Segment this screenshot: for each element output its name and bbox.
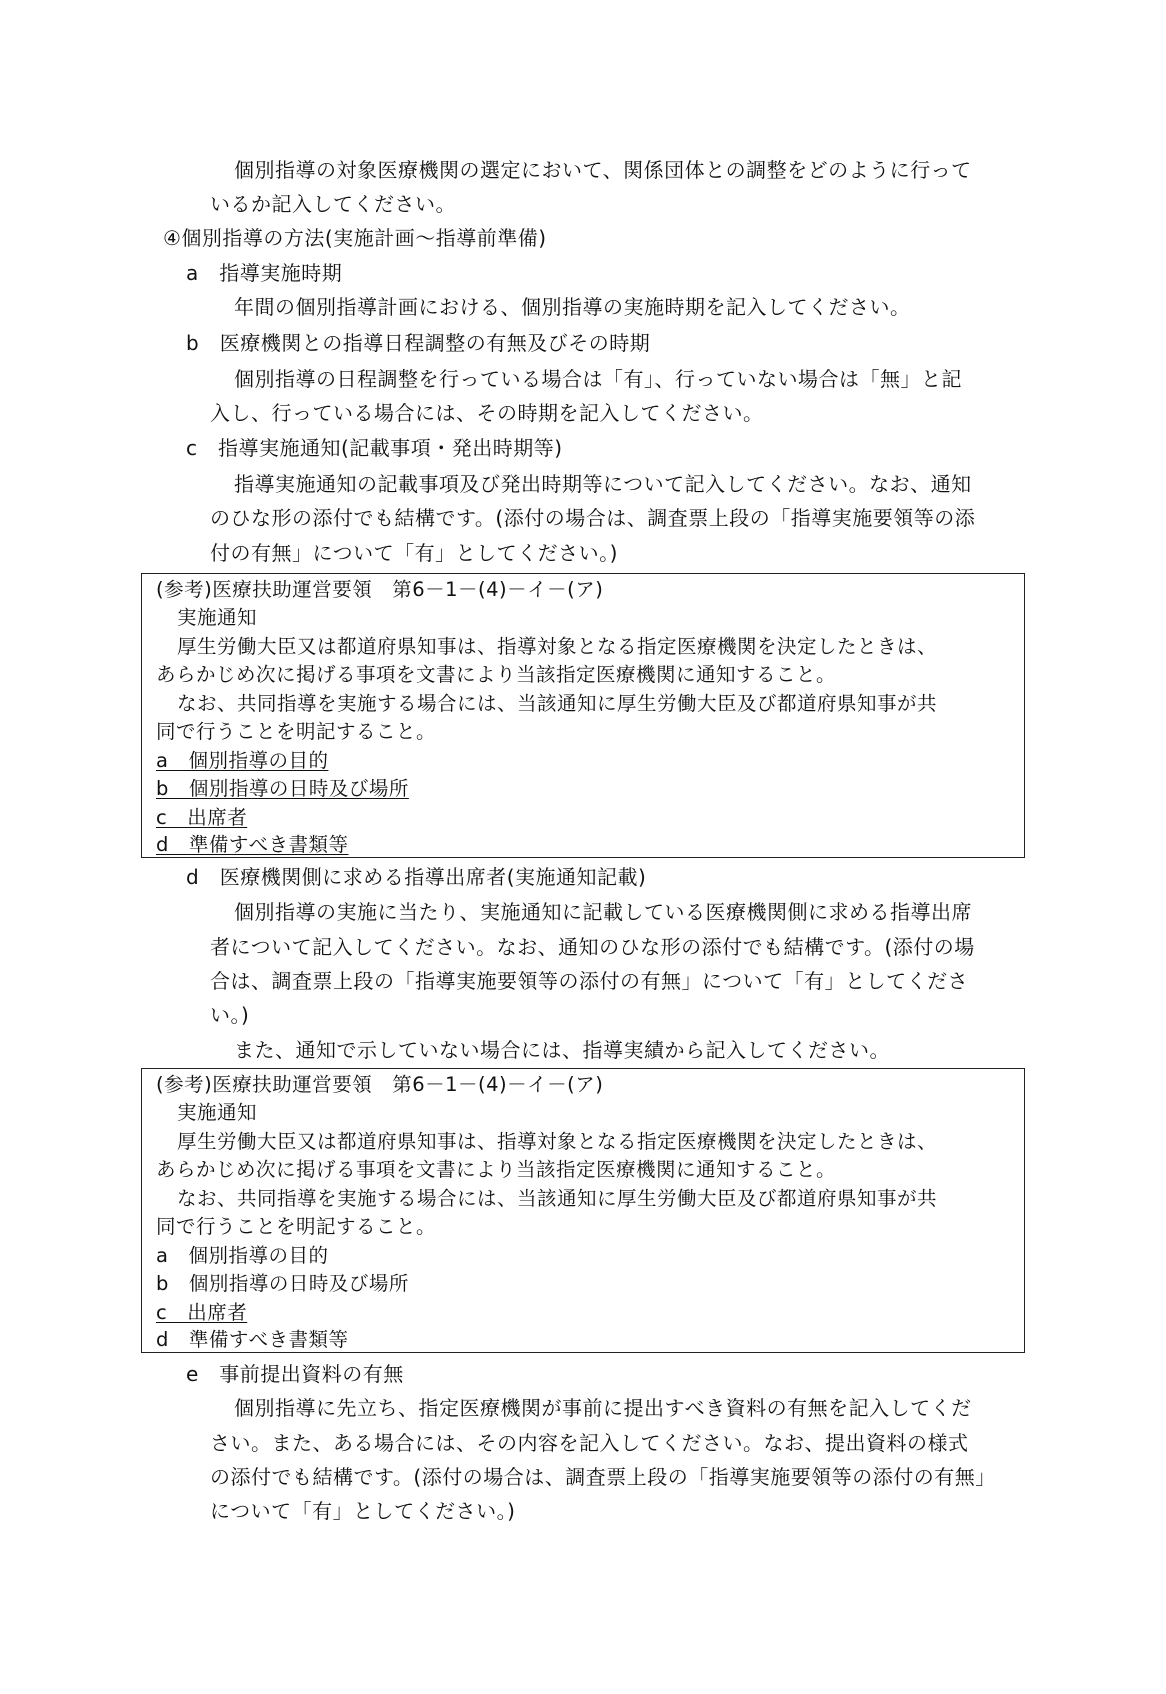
ref1-paragraph-4: 同で行うことを明記すること。 bbox=[156, 720, 437, 743]
item-a-text-1: 年間の個別指導計画における、個別指導の実施時期を記入してください。 bbox=[234, 295, 911, 319]
ref2-paragraph-3: なお、共同指導を実施する場合には、当該通知に厚生労働大臣及び都道府県知事が共 bbox=[177, 1187, 938, 1210]
intro-line-1: 個別指導の対象医療機関の選定において、関係団体との調整をどのように行って bbox=[234, 158, 972, 182]
ref1-list-item-c: c 出席者 bbox=[156, 806, 248, 829]
ref1-list-item-b: b 個別指導の日時及び場所 bbox=[156, 777, 409, 800]
ref2-list-item-d: d 準備すべき書類等 bbox=[156, 1328, 349, 1351]
intro-line-2: いるか記入してください。 bbox=[210, 192, 456, 216]
ref2-list-item-c: c 出席者 bbox=[156, 1301, 248, 1324]
item-e-title: e 事前提出資料の有無 bbox=[186, 1362, 404, 1386]
ref1-subheading: 実施通知 bbox=[177, 606, 258, 629]
item-e-text-3: の添付でも結構です。(添付の場合は、調査票上段の「指導実施要領等の添付の有無」 bbox=[210, 1465, 996, 1489]
item-a-title: a 指導実施時期 bbox=[186, 261, 343, 285]
ref1-heading: (参考)医療扶助運営要領 第6－1－(4)－イ－(ア) bbox=[156, 578, 604, 601]
reference-box-2 bbox=[141, 1068, 1025, 1353]
ref2-paragraph-1: 厚生労働大臣又は都道府県知事は、指導対象となる指定医療機関を決定したときは、 bbox=[177, 1130, 938, 1153]
ref2-paragraph-4: 同で行うことを明記すること。 bbox=[156, 1215, 437, 1238]
item-c-text-3: 付の有無」について「有」としてください。) bbox=[210, 541, 618, 565]
item-e-text-4: について「有」としてください。) bbox=[210, 1499, 516, 1523]
item-d-text-1: 個別指導の実施に当たり、実施通知に記載している医療機関側に求める指導出席 bbox=[234, 900, 972, 924]
ref2-heading: (参考)医療扶助運営要領 第6－1－(4)－イ－(ア) bbox=[156, 1073, 604, 1096]
item-d-text-3: 合は、調査票上段の「指導実施要領等の添付の有無」について「有」としてくださ bbox=[210, 969, 969, 993]
ref1-paragraph-2: あらかじめ次に掲げる事項を文書により当該指定医療機関に通知すること。 bbox=[156, 663, 837, 686]
ref2-subheading: 実施通知 bbox=[177, 1101, 258, 1124]
item-b-title: b 医療機関との指導日程調整の有無及びその時期 bbox=[186, 331, 651, 355]
ref1-list-item-a: a 個別指導の目的 bbox=[156, 749, 329, 772]
ref1-paragraph-3: なお、共同指導を実施する場合には、当該通知に厚生労働大臣及び都道府県知事が共 bbox=[177, 692, 938, 715]
item-b-text-2: 入し、行っている場合には、その時期を記入してください。 bbox=[210, 401, 764, 425]
item-c-text-1: 指導実施通知の記載事項及び発出時期等について記入してください。なお、通知 bbox=[234, 472, 972, 496]
item-b-text-1: 個別指導の日程調整を行っている場合は「有」、行っていない場合は「無」と記 bbox=[234, 367, 962, 391]
ref1-paragraph-1: 厚生労働大臣又は都道府県知事は、指導対象となる指定医療機関を決定したときは、 bbox=[177, 635, 938, 658]
ref2-list-item-a: a 個別指導の目的 bbox=[156, 1244, 329, 1267]
item-d-title: d 医療機関側に求める指導出席者(実施通知記載) bbox=[186, 865, 647, 889]
ref2-list-item-b: b 個別指導の日時及び場所 bbox=[156, 1272, 409, 1295]
section-4-heading: ④個別指導の方法(実施計画〜指導前準備) bbox=[163, 226, 547, 250]
item-d-text-2: 者について記入してください。なお、通知のひな形の添付でも結構です。(添付の場 bbox=[210, 935, 975, 959]
item-c-text-2: のひな形の添付でも結構です。(添付の場合は、調査票上段の「指導実施要領等の添 bbox=[210, 506, 976, 530]
item-c-title: c 指導実施通知(記載事項・発出時期等) bbox=[186, 436, 563, 460]
item-e-text-2: さい。また、ある場合には、その内容を記入してください。なお、提出資料の様式 bbox=[210, 1431, 969, 1455]
ref1-list-item-d: d 準備すべき書類等 bbox=[156, 833, 349, 856]
item-d-text-4: い。) bbox=[210, 1003, 250, 1027]
reference-box-1 bbox=[141, 573, 1025, 858]
ref2-paragraph-2: あらかじめ次に掲げる事項を文書により当該指定医療機関に通知すること。 bbox=[156, 1158, 837, 1181]
item-d-text-5: また、通知で示していない場合には、指導実績から記入してください。 bbox=[234, 1038, 890, 1062]
item-e-text-1: 個別指導に先立ち、指定医療機関が事前に提出すべき資料の有無を記入してくだ bbox=[234, 1396, 972, 1420]
